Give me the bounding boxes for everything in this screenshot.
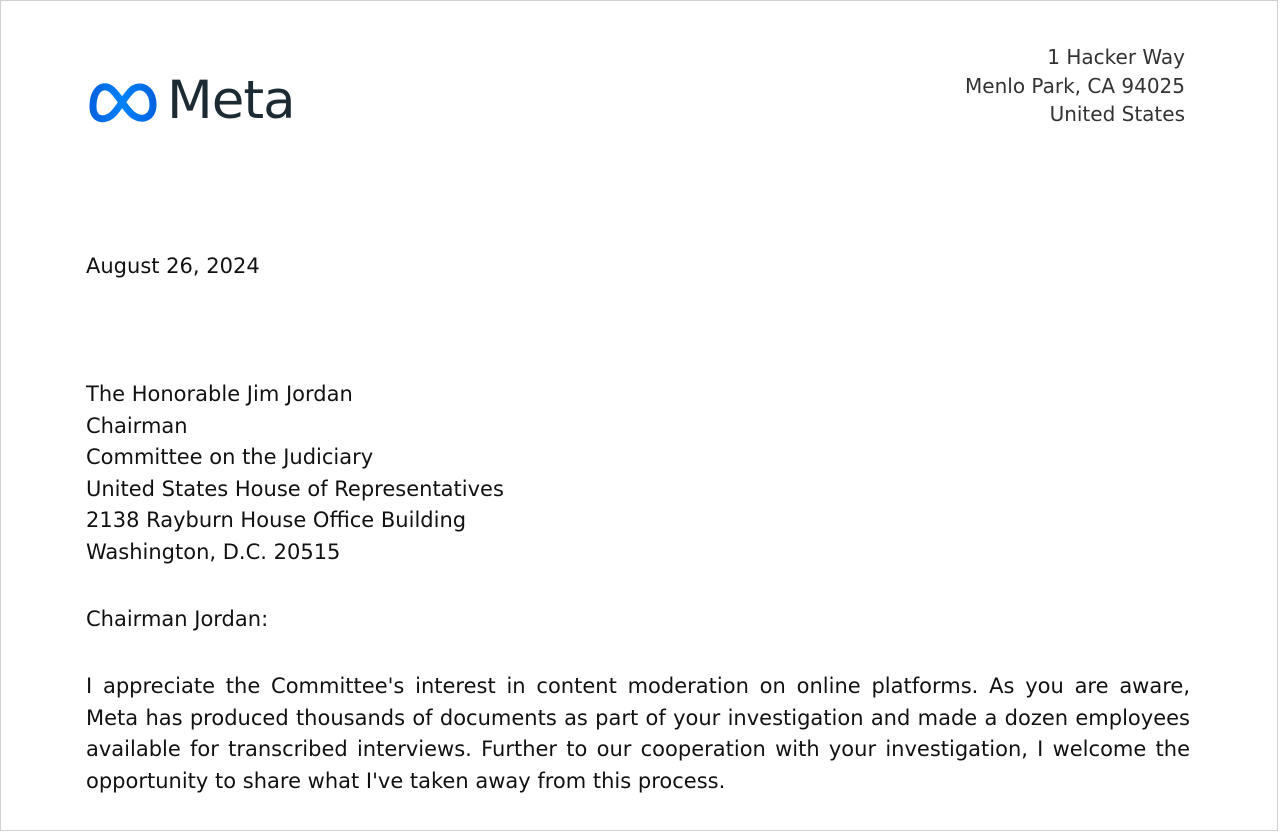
recipient-line: 2138 Rayburn House Office Building xyxy=(86,508,467,532)
recipient-line: Chairman xyxy=(86,413,188,438)
body-paragraph: I appreciate the Committee's interest in content moderation on online platforms. As you are aware, Meta has produced thousands of documents as part of your investigation and made a dozen employees available for transcribed interviews. Further to our cooperation with your investigation, I welcome the opportunity to share what I've taken away from this process. xyxy=(86,674,1190,793)
recipient-line: Washington, D.C. 20515 xyxy=(86,539,341,564)
address-line: Menlo Park, CA 94025 xyxy=(965,73,1185,98)
logo-wordmark: Meta xyxy=(167,70,295,131)
recipient-line: The Honorable Jim Jordan xyxy=(86,382,353,406)
sender-address xyxy=(965,43,1185,129)
address-line: 1 Hacker Way xyxy=(1047,45,1185,69)
letter-date: August 26, 2024 xyxy=(86,254,260,278)
meta-infinity-icon xyxy=(87,75,159,127)
salutation: Chairman Jordan: xyxy=(86,607,269,631)
recipient-line: United States House of Representatives xyxy=(86,476,504,501)
meta-logo xyxy=(87,70,295,131)
recipient-line: Committee on the Judiciary xyxy=(86,445,374,469)
address-line: United States xyxy=(1049,102,1185,126)
recipient-block xyxy=(86,379,504,568)
